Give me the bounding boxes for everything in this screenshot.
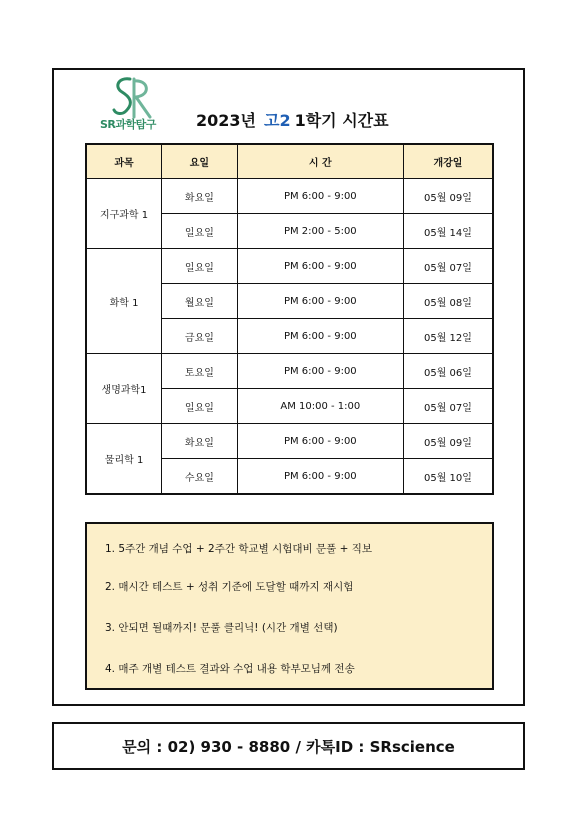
time-cell: PM 6:00 - 9:00	[237, 179, 403, 214]
header-time: 시 간	[237, 144, 403, 179]
note-item: 1. 5주간 개념 수업 + 2주간 학교별 시험대비 문풀 + 직보	[105, 543, 373, 555]
time-cell: PM 6:00 - 9:00	[237, 354, 403, 389]
header-subject: 과목	[86, 144, 162, 179]
brand-name	[100, 116, 156, 132]
day-cell: 일요일	[162, 214, 238, 249]
day-cell: 화요일	[162, 424, 238, 459]
table-row	[86, 179, 493, 214]
note-item: 4. 매주 개별 테스트 결과와 수업 내용 학부모님께 전송	[105, 663, 355, 675]
subject-cell: 물리학 1	[86, 424, 162, 495]
note-item: 3. 안되면 될때까지! 문풀 클리닉! (시간 개별 선택)	[105, 622, 338, 634]
header-day: 요일	[162, 144, 238, 179]
schedule-table	[85, 143, 494, 495]
page-title	[196, 108, 389, 131]
start-cell: 05월 09일	[403, 179, 493, 214]
notes-box	[85, 522, 494, 690]
title-rest: 1학기 시간표	[294, 111, 389, 130]
table-row	[86, 249, 493, 284]
header-start: 개강일	[403, 144, 493, 179]
brand-name-text: SR과학탐구	[100, 118, 156, 131]
time-cell: AM 10:00 - 1:00	[237, 389, 403, 424]
contact-text: 문의 : 02) 930 - 8880 / 카톡ID : SRscience	[122, 737, 455, 756]
day-cell: 수요일	[162, 459, 238, 495]
start-cell: 05월 08일	[403, 284, 493, 319]
start-cell: 05월 14일	[403, 214, 493, 249]
contact-box	[52, 722, 525, 770]
start-cell: 05월 12일	[403, 319, 493, 354]
start-cell: 05월 06일	[403, 354, 493, 389]
time-cell: PM 6:00 - 9:00	[237, 284, 403, 319]
time-cell: PM 6:00 - 9:00	[237, 319, 403, 354]
time-cell: PM 6:00 - 9:00	[237, 424, 403, 459]
table-row	[86, 424, 493, 459]
title-year: 2023년	[196, 111, 256, 130]
time-cell: PM 6:00 - 9:00	[237, 459, 403, 495]
title-grade: 고2	[264, 111, 291, 130]
time-cell: PM 6:00 - 9:00	[237, 249, 403, 284]
start-cell: 05월 07일	[403, 249, 493, 284]
subject-cell: 생명과학1	[86, 354, 162, 424]
day-cell: 화요일	[162, 179, 238, 214]
subject-cell: 화학 1	[86, 249, 162, 354]
time-cell: PM 2:00 - 5:00	[237, 214, 403, 249]
start-cell: 05월 10일	[403, 459, 493, 495]
day-cell: 일요일	[162, 389, 238, 424]
day-cell: 일요일	[162, 249, 238, 284]
subject-cell: 지구과학 1	[86, 179, 162, 249]
day-cell: 토요일	[162, 354, 238, 389]
day-cell: 월요일	[162, 284, 238, 319]
start-cell: 05월 07일	[403, 389, 493, 424]
table-header-row	[86, 144, 493, 179]
note-item: 2. 매시간 테스트 + 성취 기준에 도달할 때까지 재시험	[105, 581, 354, 593]
table-row	[86, 354, 493, 389]
day-cell: 금요일	[162, 319, 238, 354]
start-cell: 05월 09일	[403, 424, 493, 459]
